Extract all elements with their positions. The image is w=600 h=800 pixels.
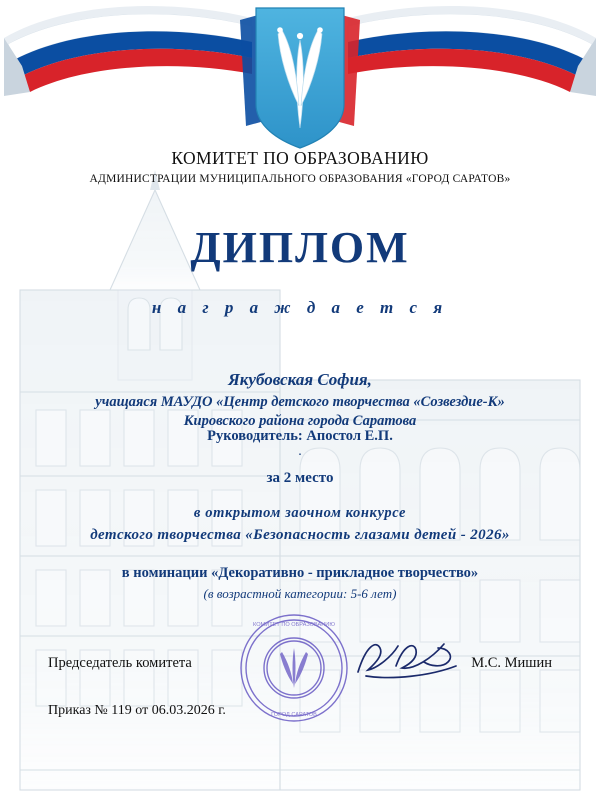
age-category-line: (в возрастной категории: 5-6 лет) xyxy=(203,586,397,601)
award-place: за 2 место xyxy=(266,470,334,486)
official-stamp xyxy=(238,612,350,724)
recipient-affiliation-line-1: учащаяся МАУДО «Центр детского творчества «Созвездие-К» xyxy=(95,394,505,410)
document-title: ДИПЛОМ xyxy=(190,223,410,272)
order-reference: Приказ № 119 от 06.03.2026 г. xyxy=(48,703,226,718)
organization-line-2: АДМИНИСТРАЦИИ МУНИЦИПАЛЬНОГО ОБРАЗОВАНИЯ «ГОРОД САРАТОВ» xyxy=(89,173,511,185)
handwritten-signature xyxy=(352,636,462,684)
recipient-affiliation xyxy=(0,393,600,431)
svg-text:ГОРОД САРАТОВ: ГОРОД САРАТОВ xyxy=(271,712,317,718)
contest-line-2: детского творчества «Безопасность глазами детей - 2026» xyxy=(90,527,510,543)
organization-line-1: КОМИТЕТ ПО ОБРАЗОВАНИЮ xyxy=(171,148,429,168)
nomination-line: в номинации «Декоративно - прикладное творчество» xyxy=(121,565,479,581)
signer-name: М.С. Мишин xyxy=(471,655,552,671)
organization-block xyxy=(0,148,600,185)
signer-position: Председатель комитета xyxy=(48,655,192,671)
separator-dot: . xyxy=(298,444,302,459)
awarded-label: н а г р а ж д а е т с я xyxy=(151,298,449,317)
recipient-affiliation-line-2: Кировского района города Саратова xyxy=(183,413,417,429)
supervisor-line: Руководитель: Апостол Е.П. xyxy=(207,428,393,444)
svg-text:КОМИТЕТ ПО ОБРАЗОВАНИЮ: КОМИТЕТ ПО ОБРАЗОВАНИЮ xyxy=(253,622,335,628)
contest-line-1: в открытом заочном конкурсе xyxy=(193,505,407,521)
recipient-name: Якубовская София, xyxy=(228,370,372,389)
